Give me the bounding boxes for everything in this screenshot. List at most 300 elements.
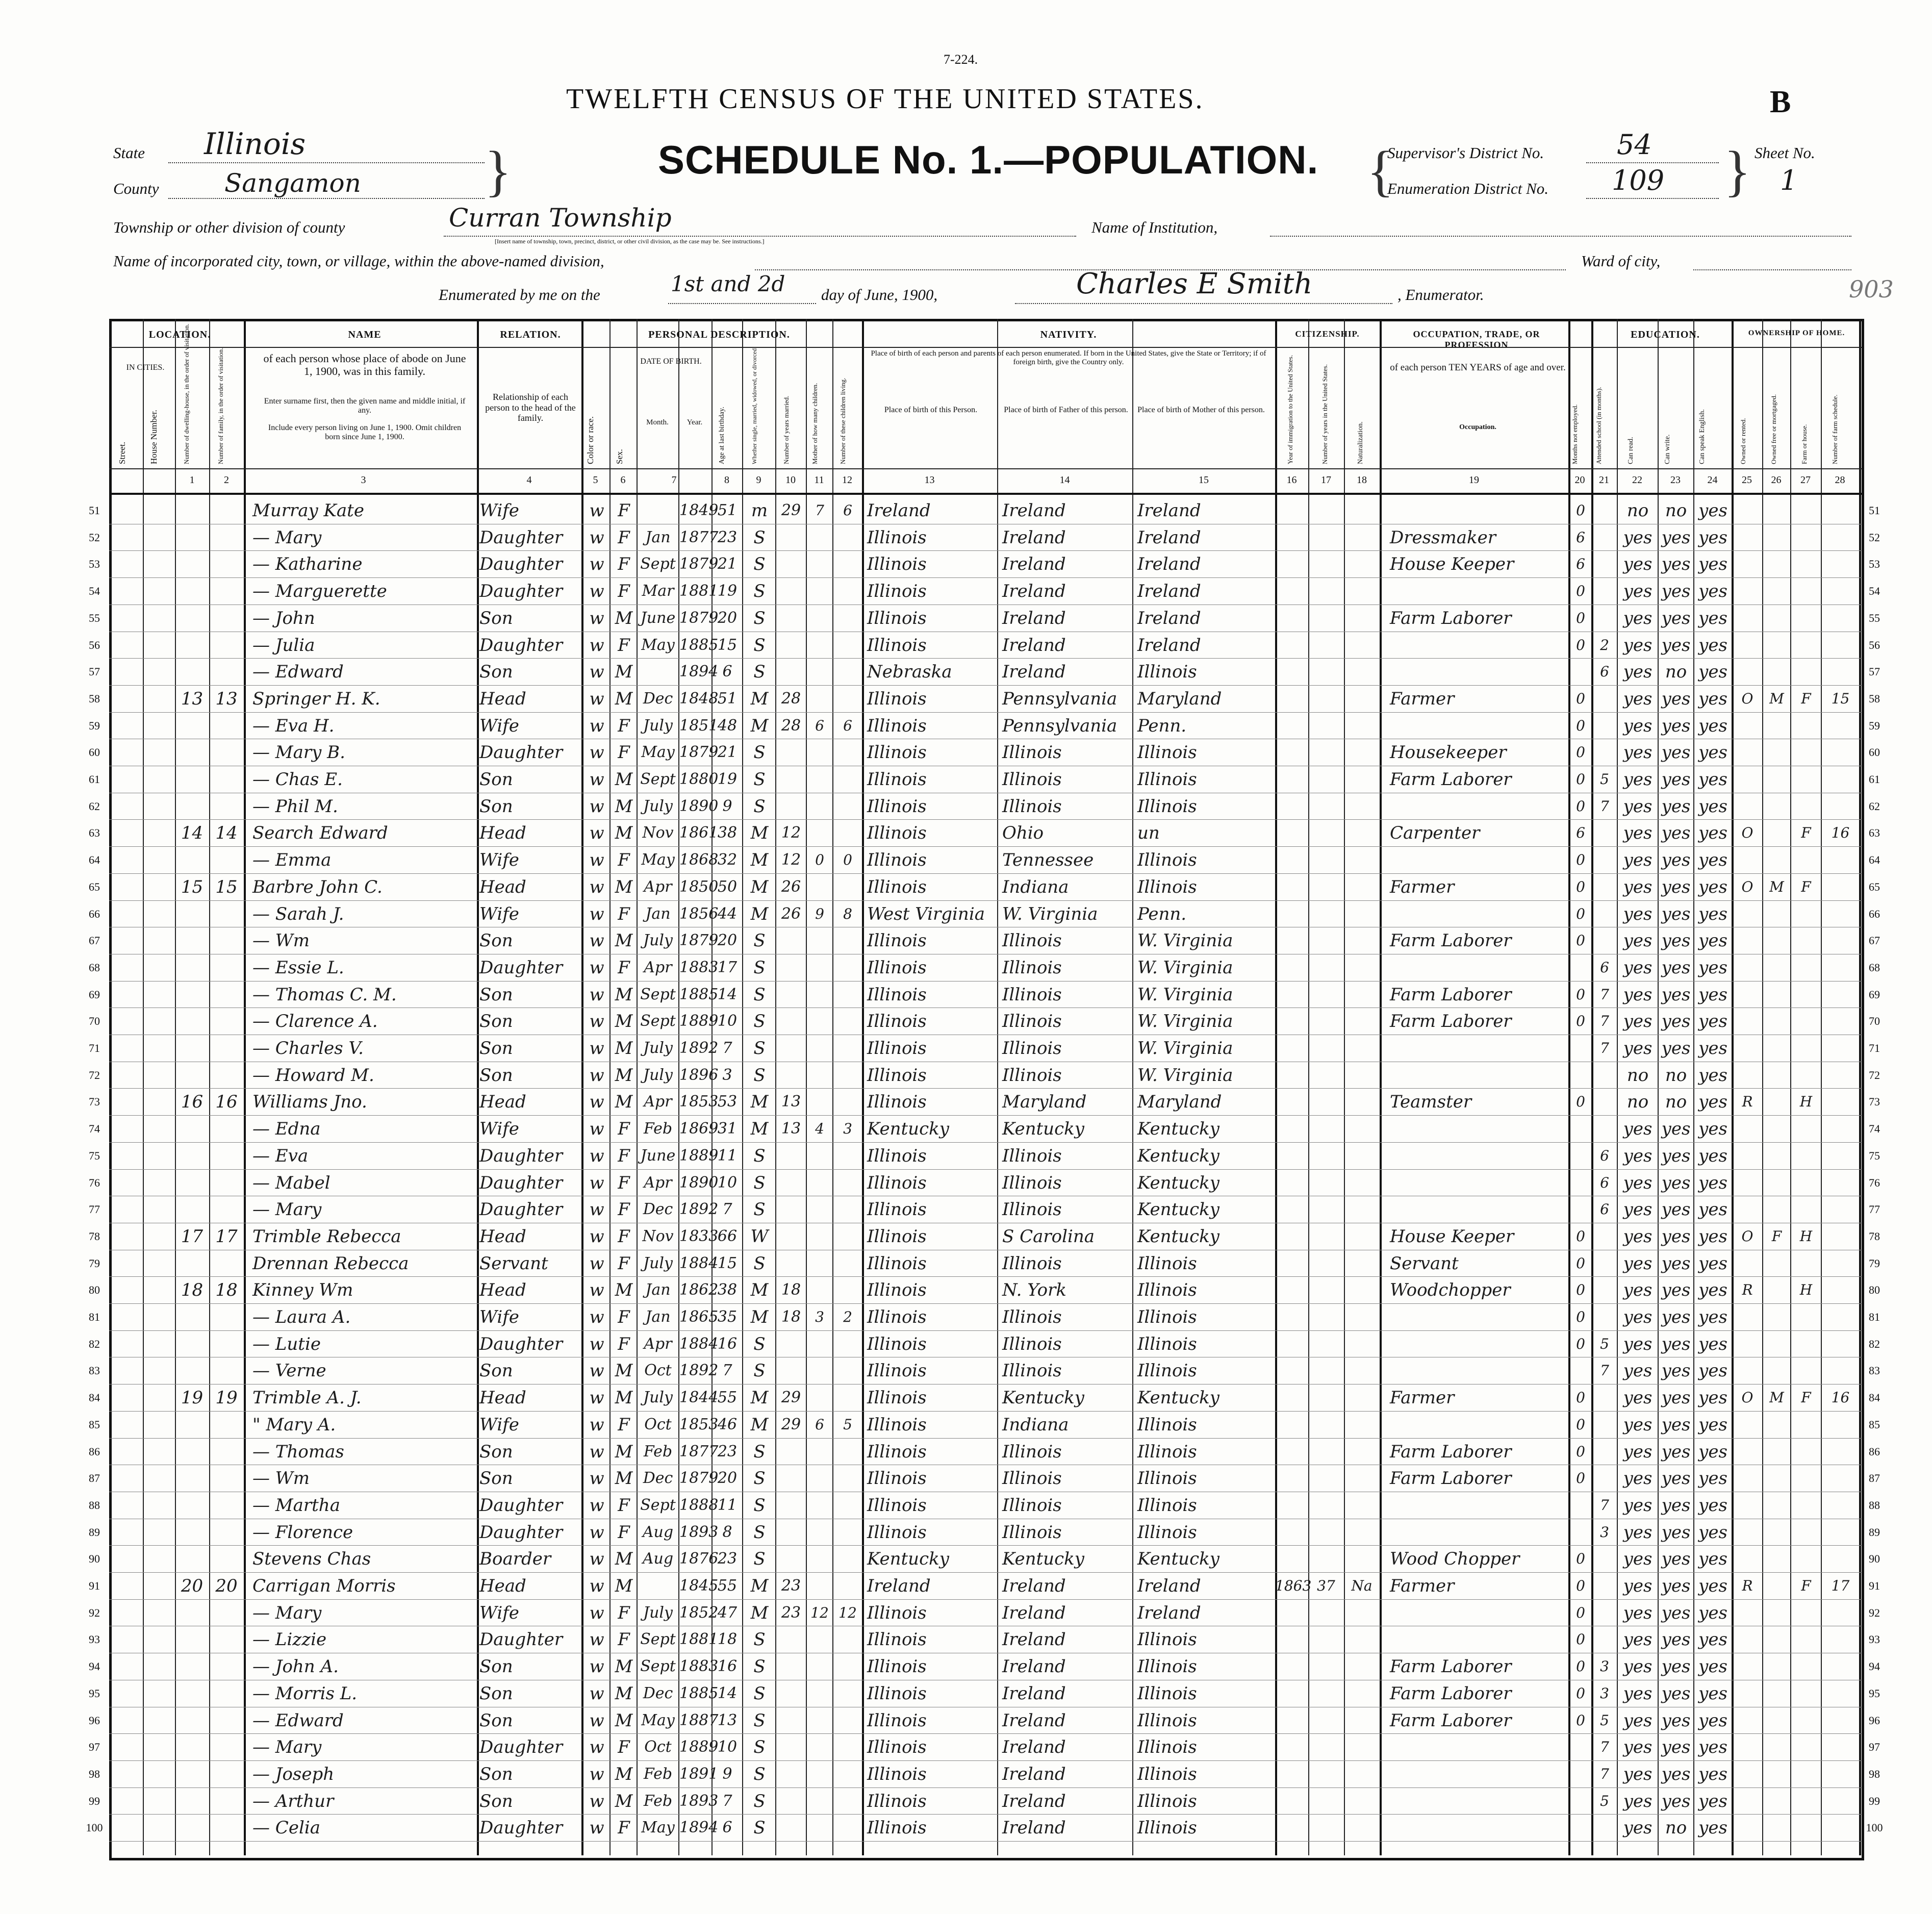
line-number: 91 <box>1869 1579 1880 1592</box>
birthplace-father: Kentucky <box>1002 1119 1084 1140</box>
dwelling-number: 18 <box>181 1280 204 1301</box>
color: w <box>589 823 604 844</box>
group-nativity: NATIVITY. <box>1040 329 1097 340</box>
can-write: yes <box>1661 1549 1691 1570</box>
can-read: yes <box>1623 1414 1653 1435</box>
can-write: yes <box>1661 1119 1691 1140</box>
person-name: Williams Jno. <box>252 1092 367 1113</box>
can-speak: yes <box>1698 1011 1727 1032</box>
sub-year: Year. <box>687 418 703 426</box>
column-number: 13 <box>924 474 935 486</box>
can-speak: yes <box>1698 688 1727 709</box>
can-read: yes <box>1623 1253 1653 1274</box>
can-write: yes <box>1661 1441 1691 1462</box>
column-number: 12 <box>842 474 852 486</box>
can-speak: yes <box>1698 1333 1727 1354</box>
relation: Daughter <box>479 1495 563 1516</box>
line-number: 73 <box>89 1095 100 1109</box>
occupation: Farm Laborer <box>1390 769 1512 790</box>
line-number: 59 <box>1869 719 1880 732</box>
can-speak: yes <box>1698 1199 1727 1220</box>
family-number: 13 <box>215 688 238 709</box>
mortgage: M <box>1769 878 1784 895</box>
line-number: 85 <box>89 1418 100 1431</box>
person-name: Barbre John C. <box>252 876 383 897</box>
sex: F <box>618 1307 630 1327</box>
can-write: yes <box>1661 1011 1691 1032</box>
birthplace-father: Ireland <box>1002 1737 1066 1758</box>
months-unemployed: 0 <box>1576 932 1585 949</box>
marital-status: S <box>753 581 766 602</box>
sub-pob-father: Place of birth of Father of this person. <box>1004 406 1128 414</box>
age: 9 <box>722 797 732 815</box>
birthplace-father: Illinois <box>1002 1253 1062 1274</box>
birthplace-father: Ireland <box>1002 1656 1066 1677</box>
marital-status: S <box>753 1656 766 1677</box>
column-number: 7 <box>671 474 677 486</box>
can-read: yes <box>1623 1361 1653 1381</box>
months-unemployed: 0 <box>1576 1416 1585 1433</box>
sex: F <box>618 1522 630 1543</box>
color: w <box>589 662 604 683</box>
years-married: 26 <box>781 904 801 923</box>
group-education: EDUCATION. <box>1631 329 1700 340</box>
age: 23 <box>717 1442 738 1460</box>
months-unemployed: 0 <box>1576 1604 1585 1621</box>
age: 20 <box>717 1469 738 1488</box>
color: w <box>589 1602 604 1623</box>
person-name: — Sarah J. <box>252 903 344 924</box>
can-write: no <box>1665 1065 1687 1086</box>
months-unemployed: 0 <box>1576 1281 1585 1299</box>
birth-month: Nov <box>642 824 674 842</box>
birthplace-person: Ireland <box>867 500 931 521</box>
dwelling-number: 20 <box>181 1576 204 1596</box>
birth-year: 1890 <box>679 797 719 815</box>
can-read: yes <box>1623 1226 1653 1247</box>
can-speak: yes <box>1698 1818 1727 1839</box>
age: 7 <box>722 1362 732 1380</box>
birthplace-person: Kentucky <box>867 1549 949 1570</box>
birth-month: Sept <box>640 1630 676 1649</box>
person-name: — Edna <box>252 1119 321 1140</box>
person-name: Drennan Rebecca <box>252 1253 409 1274</box>
birthplace-mother: Maryland <box>1137 688 1222 709</box>
column-number: 24 <box>1707 474 1718 486</box>
birthplace-mother: Illinois <box>1137 1280 1197 1301</box>
birthplace-person: Illinois <box>867 1683 927 1704</box>
person-name: — Verne <box>252 1361 326 1381</box>
birth-year: 1891 <box>679 1765 719 1783</box>
months-unemployed: 6 <box>1576 556 1585 573</box>
children-living: 6 <box>843 502 852 519</box>
line-number: 83 <box>89 1364 100 1377</box>
birthplace-mother: Ireland <box>1137 581 1201 602</box>
birthplace-person: Illinois <box>867 876 927 897</box>
birthplace-person: Illinois <box>867 742 927 763</box>
birth-month: Apr <box>644 1173 672 1192</box>
birth-year: 1868 <box>679 851 719 869</box>
marital-status: W <box>750 1226 769 1247</box>
birth-month: June <box>640 1146 676 1165</box>
age: 66 <box>717 1227 738 1245</box>
line-number: 83 <box>1869 1364 1880 1377</box>
line-number: 60 <box>89 746 100 759</box>
enum-district-label: Enumeration District No. <box>1387 180 1549 197</box>
can-read: yes <box>1623 850 1653 871</box>
age: 14 <box>717 985 738 1003</box>
birthplace-person: Illinois <box>867 1495 927 1516</box>
sub-color: Color or race. <box>586 416 595 464</box>
months-unemployed: 0 <box>1576 905 1585 922</box>
months-unemployed: 0 <box>1576 851 1585 869</box>
can-write: yes <box>1661 984 1691 1005</box>
relation: Daughter <box>479 1199 563 1220</box>
column-number: 28 <box>1835 474 1845 486</box>
can-read: no <box>1626 1065 1649 1086</box>
children-born: 0 <box>815 851 824 869</box>
line-number: 68 <box>89 961 100 974</box>
can-read: yes <box>1623 796 1653 817</box>
line-number: 84 <box>89 1391 100 1404</box>
birthplace-mother: Illinois <box>1137 1710 1197 1731</box>
sex: M <box>615 1549 633 1570</box>
birthplace-mother: Illinois <box>1137 1441 1197 1462</box>
can-speak: yes <box>1698 1145 1727 1166</box>
color: w <box>589 1065 604 1086</box>
birthplace-person: Illinois <box>867 850 927 871</box>
sex: F <box>618 715 630 736</box>
birth-year: 1879 <box>679 1469 719 1488</box>
line-number: 62 <box>89 799 100 813</box>
relation: Head <box>479 1226 526 1247</box>
sex: M <box>615 876 633 897</box>
nativity-description: Place of birth of each person and parents of each person enumerated. If born in the United States, give the State or Territory; if of foreign birth, give the Country only. <box>871 349 1266 367</box>
can-write: yes <box>1661 1522 1691 1543</box>
sex: M <box>615 1011 633 1032</box>
farm-house: F <box>1801 1577 1811 1594</box>
color: w <box>589 1549 604 1570</box>
birth-year: 1876 <box>679 1550 719 1568</box>
birthplace-mother: Ireland <box>1137 1576 1201 1596</box>
birth-month: Dec <box>643 1684 673 1702</box>
line-number: 88 <box>89 1498 100 1512</box>
person-name: — Joseph <box>252 1764 335 1784</box>
person-name: — Mary <box>252 1602 322 1623</box>
months-unemployed: 0 <box>1576 1658 1585 1675</box>
color: w <box>589 1737 604 1758</box>
birthplace-father: Illinois <box>1002 1361 1062 1381</box>
color: w <box>589 1307 604 1327</box>
marital-status: S <box>753 1441 766 1462</box>
line-number: 54 <box>89 585 100 598</box>
person-name: — Mabel <box>252 1172 331 1193</box>
can-write: yes <box>1661 1468 1691 1489</box>
months-unemployed: 0 <box>1576 1308 1585 1325</box>
farm-house: F <box>1801 1389 1811 1406</box>
person-name: — Florence <box>252 1522 353 1543</box>
birthplace-father: Ireland <box>1002 1683 1066 1704</box>
birth-year: 1881 <box>679 1630 719 1649</box>
relation: Daughter <box>479 554 563 575</box>
group-occupation: OCCUPATION, TRADE, OR PROFESSION <box>1413 329 1540 350</box>
line-number: 81 <box>1869 1311 1880 1323</box>
sex: F <box>618 1333 630 1354</box>
birth-year: 1896 <box>679 1066 719 1084</box>
age: 10 <box>717 1173 738 1192</box>
birth-year: 1880 <box>679 770 719 788</box>
birth-month: Feb <box>643 1792 673 1810</box>
sex: F <box>618 527 630 548</box>
birth-month: Sept <box>640 555 676 573</box>
color: w <box>589 1710 604 1731</box>
column-number: 23 <box>1670 474 1681 486</box>
birth-month: Dec <box>643 1469 673 1488</box>
line-number: 57 <box>89 665 100 678</box>
can-speak: yes <box>1698 930 1727 951</box>
dwelling-number: 14 <box>181 823 204 844</box>
years-married: 13 <box>781 1120 801 1138</box>
marital-status: M <box>750 715 769 736</box>
line-number: 60 <box>1869 746 1880 759</box>
can-read: yes <box>1623 715 1653 736</box>
family-number: 17 <box>215 1226 238 1247</box>
line-number: 61 <box>89 773 100 786</box>
line-number: 93 <box>89 1633 100 1646</box>
can-read: yes <box>1623 1145 1653 1166</box>
color: w <box>589 500 604 521</box>
name-description: of each person whose place of abode on June 1, 1900, was in this family. <box>263 352 466 378</box>
sub-months-unemployed: Months not employed. <box>1571 404 1579 464</box>
birth-month: July <box>643 1603 673 1622</box>
school-months: 6 <box>1600 1147 1609 1164</box>
color: w <box>589 1414 604 1435</box>
can-write: yes <box>1661 1226 1691 1247</box>
marital-status: S <box>753 1818 766 1839</box>
city-label: Name of incorporated city, town, or village, within the above-named division, <box>113 252 604 270</box>
line-number: 82 <box>89 1337 100 1350</box>
birth-year: 1877 <box>679 1442 719 1460</box>
relation: Daughter <box>479 581 563 602</box>
birth-month: July <box>643 1389 673 1407</box>
months-unemployed: 0 <box>1576 583 1585 600</box>
can-read: yes <box>1623 1038 1653 1059</box>
marital-status: M <box>750 850 769 871</box>
column-number: 1 <box>189 474 195 486</box>
column-number: 4 <box>526 474 532 486</box>
birthplace-mother: W. Virginia <box>1137 1065 1233 1086</box>
years-married: 13 <box>781 1093 801 1111</box>
relation: Son <box>479 1441 513 1462</box>
months-unemployed: 6 <box>1576 824 1585 842</box>
relation: Head <box>479 876 526 897</box>
person-name: — Katharine <box>252 554 363 575</box>
birth-year: 1893 <box>679 1523 719 1541</box>
relation: Wife <box>479 715 519 736</box>
birth-month: Feb <box>643 1120 673 1138</box>
can-write: yes <box>1661 1414 1691 1435</box>
sub-pob-person: Place of birth of this Person. <box>884 406 978 414</box>
age: 13 <box>717 1711 738 1729</box>
children-born: 6 <box>815 1416 824 1433</box>
relation: Head <box>479 1388 526 1408</box>
line-number: 88 <box>1869 1498 1880 1512</box>
group-in-cities: IN CITIES. <box>126 363 165 372</box>
can-read: yes <box>1623 1468 1653 1489</box>
birthplace-person: Illinois <box>867 1764 927 1784</box>
can-speak: yes <box>1698 1549 1727 1570</box>
line-number: 90 <box>1869 1552 1880 1566</box>
can-read: yes <box>1623 1199 1653 1220</box>
person-name: — Clarence A. <box>252 1011 378 1032</box>
birthplace-person: Illinois <box>867 1253 927 1274</box>
relation: Wife <box>479 903 519 924</box>
age: 3 <box>722 1066 732 1084</box>
marital-status: S <box>753 1549 766 1570</box>
age: 9 <box>722 1765 732 1783</box>
family-number: 14 <box>215 823 238 844</box>
line-number: 86 <box>1869 1445 1880 1458</box>
birthplace-person: Illinois <box>867 1602 927 1623</box>
color: w <box>589 1253 604 1274</box>
children-living: 0 <box>843 851 852 869</box>
age: 50 <box>717 877 738 896</box>
birthplace-father: Illinois <box>1002 769 1062 790</box>
line-number: 98 <box>89 1767 100 1780</box>
months-unemployed: 0 <box>1576 1631 1585 1648</box>
dwelling-number: 17 <box>181 1226 204 1247</box>
can-write: no <box>1665 500 1687 521</box>
can-read: yes <box>1623 527 1653 548</box>
person-name: — Laura A. <box>252 1307 351 1327</box>
can-write: yes <box>1661 1791 1691 1811</box>
birth-month: Apr <box>644 958 672 976</box>
line-number: 55 <box>89 611 100 624</box>
school-months: 3 <box>1600 1658 1609 1675</box>
can-write: yes <box>1661 715 1691 736</box>
can-speak: yes <box>1698 1119 1727 1140</box>
can-read: yes <box>1623 930 1653 951</box>
can-read: yes <box>1623 957 1653 978</box>
column-number: 22 <box>1632 474 1642 486</box>
person-name: — Essie L. <box>252 957 344 978</box>
birthplace-mother: Ireland <box>1137 554 1201 575</box>
color: w <box>589 527 604 548</box>
color: w <box>589 930 604 951</box>
birthplace-mother: Kentucky <box>1137 1226 1219 1247</box>
relation: Son <box>479 769 513 790</box>
marital-status: S <box>753 1065 766 1086</box>
age: 38 <box>717 824 738 842</box>
birth-year: 1862 <box>679 1281 719 1299</box>
sub-naturalization: Naturalization. <box>1357 421 1364 464</box>
column-number: 21 <box>1599 474 1609 486</box>
marital-status: S <box>753 1253 766 1274</box>
marital-status: M <box>750 1119 769 1140</box>
family-number: 18 <box>215 1280 238 1301</box>
birth-month: Jan <box>645 1281 671 1299</box>
marital-status: S <box>753 662 766 683</box>
sex: F <box>618 554 630 575</box>
county-value: Sangamon <box>224 168 361 198</box>
birth-year: 1879 <box>679 743 719 762</box>
can-write: no <box>1665 1092 1687 1113</box>
line-number: 58 <box>89 692 100 705</box>
line-number: 66 <box>1869 907 1880 920</box>
mortgage: M <box>1769 690 1784 707</box>
school-months: 5 <box>1600 1792 1609 1809</box>
age: 23 <box>717 1550 738 1568</box>
can-read: yes <box>1623 1683 1653 1704</box>
birthplace-father: Ireland <box>1002 1791 1066 1811</box>
birthplace-mother: Illinois <box>1137 1468 1197 1489</box>
sub-can-speak: Can speak English. <box>1698 409 1706 464</box>
birthplace-person: Illinois <box>867 554 927 575</box>
relation: Son <box>479 984 513 1005</box>
occupation: Farm Laborer <box>1390 1011 1512 1032</box>
birthplace-mother: Illinois <box>1137 742 1197 763</box>
age: 51 <box>717 501 738 519</box>
birth-year: 1848 <box>679 689 719 708</box>
birthplace-mother: Illinois <box>1137 769 1197 790</box>
dwelling-number: 13 <box>181 688 204 709</box>
months-unemployed: 0 <box>1576 1389 1585 1406</box>
birthplace-mother: W. Virginia <box>1137 957 1233 978</box>
sex: F <box>618 903 630 924</box>
birthplace-person: Illinois <box>867 1656 927 1677</box>
birth-month: July <box>643 716 673 735</box>
school-months: 7 <box>1600 1739 1609 1756</box>
birth-month: Sept <box>640 985 676 1003</box>
birth-year: 1833 <box>679 1227 719 1245</box>
birthplace-mother: Illinois <box>1137 1683 1197 1704</box>
sub-can-write: Can write. <box>1664 434 1671 464</box>
birthplace-mother: Illinois <box>1137 1495 1197 1516</box>
line-number: 70 <box>1869 1015 1880 1028</box>
sex: F <box>618 1253 630 1274</box>
sub-dwelling: Number of dwelling-house, in the order of visitation. <box>183 323 190 464</box>
months-unemployed: 0 <box>1576 1684 1585 1702</box>
line-number: 68 <box>1869 961 1880 974</box>
can-write: yes <box>1661 1038 1691 1059</box>
birthplace-mother: Penn. <box>1137 903 1187 924</box>
birth-month: Apr <box>644 1334 672 1353</box>
birthplace-mother: Illinois <box>1137 1307 1197 1327</box>
birthplace-person: Illinois <box>867 1172 927 1193</box>
line-number: 51 <box>89 504 100 517</box>
marital-status: S <box>753 527 766 548</box>
marital-status: m <box>751 500 768 521</box>
enumerator-name: Charles E Smith <box>1076 267 1313 300</box>
can-write: yes <box>1661 1495 1691 1516</box>
sex: M <box>615 1576 633 1596</box>
sex: M <box>615 1468 633 1489</box>
column-number: 15 <box>1199 474 1209 486</box>
relation: Daughter <box>479 1172 563 1193</box>
sex: M <box>615 1361 633 1381</box>
person-name: Carrigan Morris <box>252 1576 396 1596</box>
can-read: yes <box>1623 581 1653 602</box>
age: 48 <box>717 716 738 735</box>
occupation: Farm Laborer <box>1390 1441 1512 1462</box>
birthplace-father: Maryland <box>1002 1092 1087 1113</box>
birthplace-person: Illinois <box>867 1710 927 1731</box>
color: w <box>589 635 604 656</box>
can-write: yes <box>1661 1710 1691 1731</box>
birthplace-mother: Illinois <box>1137 876 1197 897</box>
color: w <box>589 1629 604 1650</box>
sex: M <box>615 1656 633 1677</box>
